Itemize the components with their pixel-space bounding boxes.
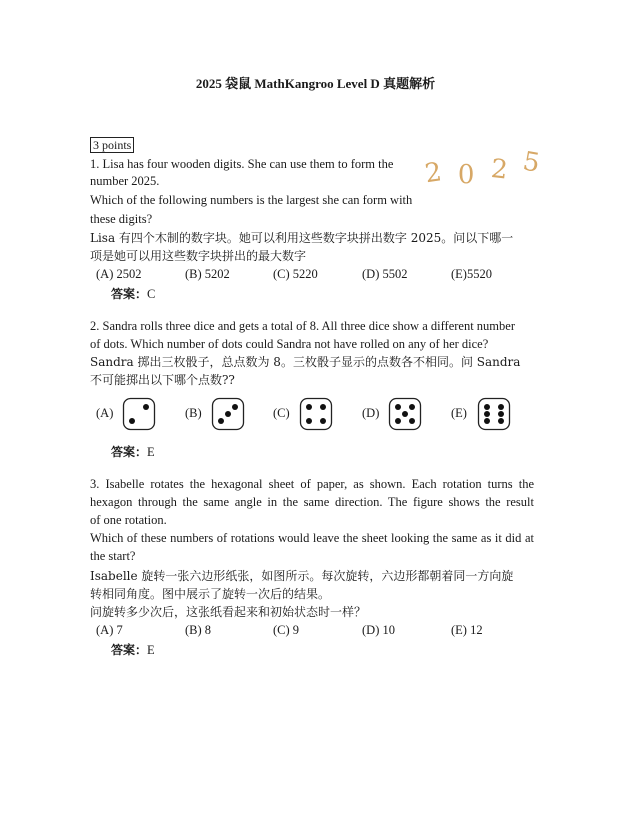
q3-line: of one rotation.: [90, 513, 167, 527]
die-pip: [409, 418, 415, 424]
die-pip: [484, 418, 490, 424]
q3-option-a: (A) 7: [96, 623, 123, 637]
q1-option-b: (B) 5202: [185, 267, 230, 281]
q3-line: Which of these numbers of rotations would leave the sheet looking the same as it did at: [90, 531, 534, 545]
q1-option-e: (E)5520: [451, 267, 492, 281]
die-pip: [320, 418, 326, 424]
die-four-icon: [299, 397, 333, 431]
q1-option-c: (C) 5220: [273, 267, 318, 281]
answer-value: E: [147, 445, 155, 459]
q1-option-a: (A) 2502: [96, 267, 142, 281]
q1-option-d: (D) 5502: [362, 267, 408, 281]
q3-cn-line: Isabelle 旋转一张六边形纸张，如图所示。每次旋转，六边形都朝着同一方向旋: [90, 569, 514, 583]
die-six-icon: [477, 397, 511, 431]
q1-line: these digits?: [90, 212, 153, 226]
deco-digit: 2: [423, 156, 448, 190]
q3-answer: [111, 641, 155, 659]
q3-option-b: (B) 8: [185, 623, 212, 637]
answer-label: 答案：: [111, 643, 148, 657]
answer-value: E: [147, 643, 155, 657]
answer-value: C: [147, 287, 156, 301]
points-label: 3 points: [90, 137, 134, 153]
deco-digit: 2: [489, 154, 513, 186]
die-pip: [402, 411, 408, 417]
q2-cn-line: Sandra 掷出三枚骰子，总点数为 8。三枚骰子显示的点数各不相同。问 Sandra: [90, 355, 521, 369]
q1-answer: [111, 285, 155, 303]
die-two-icon: [122, 397, 156, 431]
q2-cn-line: 不可能掷出以下哪个点数??: [90, 373, 235, 387]
die-face: [124, 399, 155, 430]
die-pip: [395, 404, 401, 410]
q2-line: of dots. Which number of dots could Sandra not have rolled on any of her dice?: [90, 337, 489, 351]
q2-option-c-label: (C): [273, 406, 290, 420]
deco-digit: 0: [457, 160, 479, 190]
die-pip: [498, 404, 504, 410]
die-pip: [306, 404, 312, 410]
q2-option-d-label: (D): [362, 406, 380, 420]
q3-cn-line: 问旋转多少次后，这张纸看起来和初始状态时一样？: [90, 605, 367, 619]
q1-line: Which of the following numbers is the largest she can form with: [90, 193, 413, 207]
q2-line: 2. Sandra rolls three dice and gets a total of 8. All three dice show a different number: [90, 319, 515, 333]
q2-option-a-label: (A): [96, 406, 114, 420]
q3-line: hexagon through the same angle in the same direction. The figure shows the result: [90, 495, 534, 509]
die-pip: [306, 418, 312, 424]
q3-option-e: (E) 12: [451, 623, 483, 637]
deco-digit: 5: [520, 146, 547, 180]
die-face: [479, 399, 510, 430]
die-pip: [409, 404, 415, 410]
q3-line: 3. Isabelle rotates the hexagonal sheet of paper, as shown. Each rotation turns the: [90, 477, 534, 491]
die-face: [301, 399, 332, 430]
die-pip: [395, 418, 401, 424]
die-pip: [498, 418, 504, 424]
die-five-icon: [388, 397, 422, 431]
q2-option-b-label: (B): [185, 406, 202, 420]
die-pip: [498, 411, 504, 417]
q3-line: the start?: [90, 549, 136, 563]
die-pip: [129, 418, 135, 424]
die-pip: [320, 404, 326, 410]
page-title: 2025 袋鼠 MathKangroo Level D 真题解析: [195, 76, 436, 91]
q2-answer: [111, 443, 155, 461]
q3-option-c: (C) 9: [273, 623, 300, 637]
die-three-icon: [211, 397, 245, 431]
die-pip: [143, 404, 149, 410]
q3-option-d: (D) 10: [362, 623, 395, 637]
q1-cn-line: 项是她可以用这些数字块拼出的最大数字: [90, 249, 307, 263]
q2-option-e-label: (E): [451, 406, 467, 420]
die-pip: [225, 411, 231, 417]
q1-cn-line: Lisa 有四个木制的数字块。她可以利用这些数字块拼出数字 2025。问以下哪一: [90, 231, 514, 245]
q1-line: number 2025.: [90, 174, 160, 188]
q1-line: 1. Lisa has four wooden digits. She can use them to form the: [90, 157, 394, 171]
answer-label: 答案：: [111, 445, 148, 459]
die-pip: [484, 404, 490, 410]
die-pip: [232, 404, 238, 410]
year-decoration: [423, 146, 547, 190]
answer-label: 答案：: [111, 287, 148, 301]
die-pip: [484, 411, 490, 417]
q3-cn-line: 转相同角度。图中展示了旋转一次后的结果。: [90, 587, 331, 601]
die-pip: [218, 418, 224, 424]
